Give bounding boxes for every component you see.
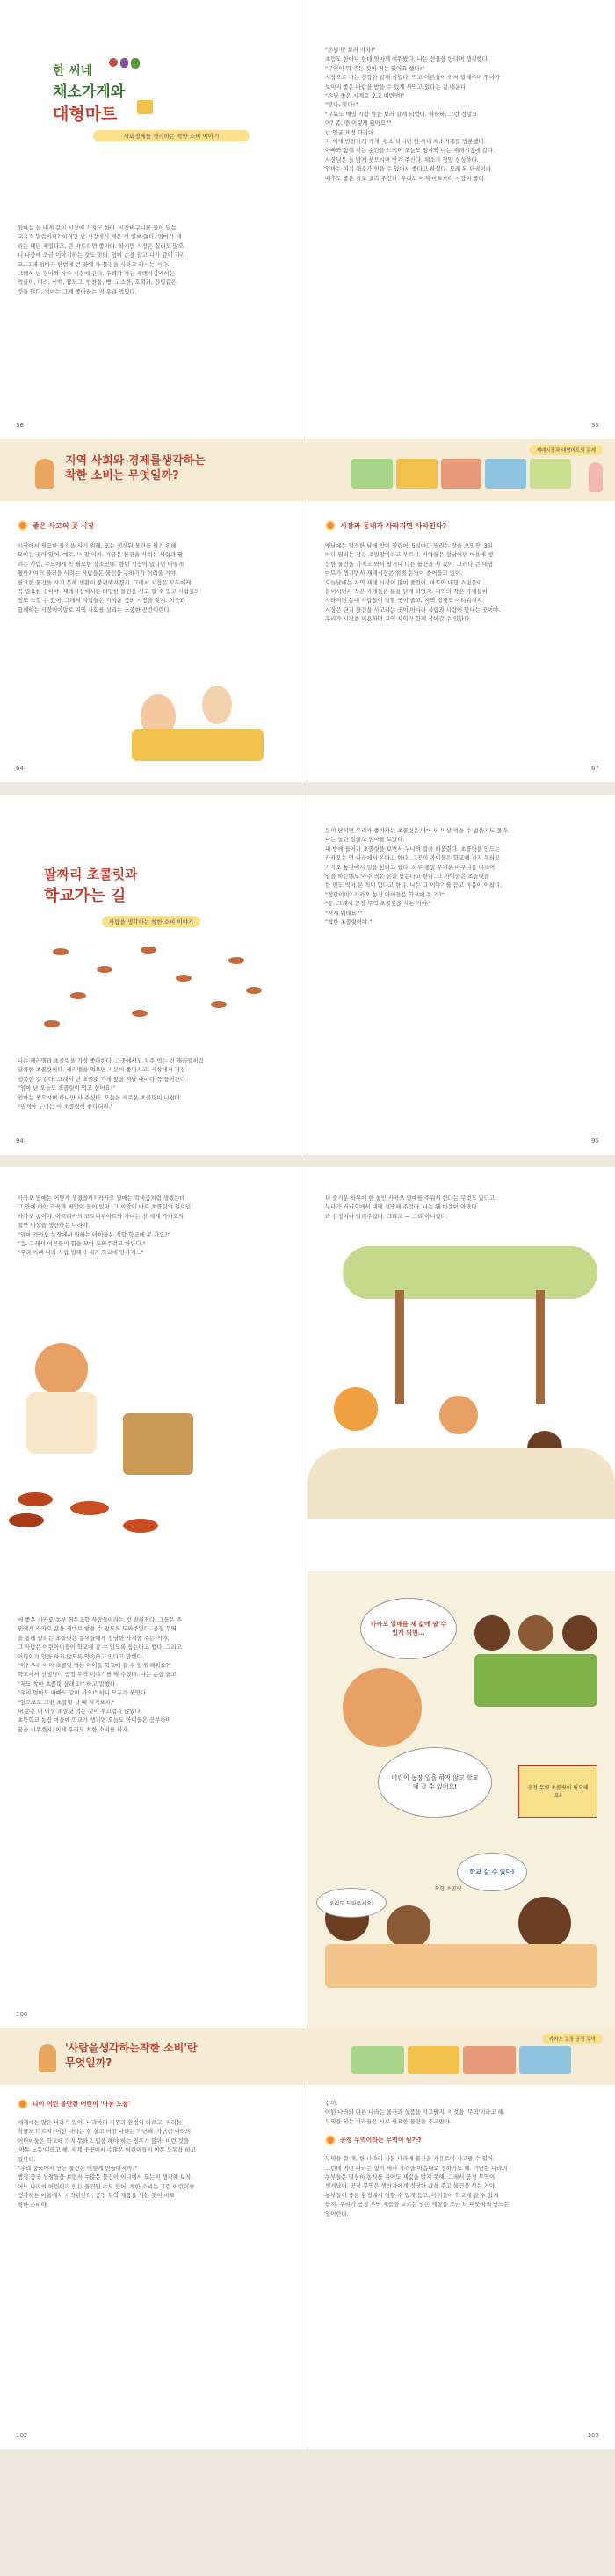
character-icon [35, 459, 54, 489]
cacao-farm-illustration-right [308, 1237, 615, 1554]
bullet-icon [325, 2135, 336, 2145]
spread-1 [0, 0, 615, 439]
spread-5 [0, 1571, 615, 2028]
spread-3 [0, 795, 615, 1155]
speech-bubble [316, 1888, 387, 1918]
bubble-text: 공정 무역 초콜릿이 필요해요! [527, 1785, 589, 1799]
body-text: 옛날에는 일정한 날에 장이 열렸어. 5일마다 열리는 장을 오일장, 3일 마다 열리는 장은 조일장이라고 부르지. 사람들은 장날이면 마을에 생 산한 물건을 가지고 와서 팔거나 다른 물건을 사 갔어. 그러다 큰 대형 마트가 생기면서 재래시장은 점점 손님이 줄어들고 있어. 오늘날에는 지역 재래 시장이 많이 줄었어. 마트와 대형 쇼핑몰이 들어서면서 작은 가게들은 문을 닫게 되었지. 지역의 작은 가게들이 사라지면 동네 사람들이 일할 곳이 줄고, 지역 경제도 어려워지지. 시장은 단지 물건을 사고파는 곳이 아니라 사람과 사람이 만나는 곳이야. 우리가 시장을 이용하면 지역 사회가 함께 살아갈 수 있단다. [325, 542, 501, 623]
body-text: 엄마는 늘 내게 같이 시장에 가자고 한다. 시장바구니를 들어 달는 교육적 말씀이다? 하지만 난 시장에서 배운 게 별로 없다. 엄마가 데 리는 대단 재밌다고, 큰 마트라면 좋아다. 하지만 시장은 실리도 많으 니 나중에 조금 이야기하는 것도 맞다. 엄마 손을 잡고 나가 같이 가라 고, 그래 엄마가 한번에 큰 곳에 가 물건을 사라고 하시는 거다. 그래서 난 엄마와 자주 시장에 간다. 우리가 가는 재래시장에서는 억울이, 여려, 신백, 짬도그, 반찬통, 빵, 고소한, 호떡과, 전병같은 것들 많다. 엄마는 그게 좋아하는 지 우리 먹었다. [18, 224, 186, 295]
section-heading [0, 520, 307, 531]
page-95 [308, 795, 615, 1155]
ground [308, 1448, 615, 1519]
banner-title-line-2: 착한 소비는 무엇일까? [65, 469, 179, 483]
speech-bubble [378, 1747, 492, 1818]
chapter-title [44, 865, 138, 906]
speech-bubble-burst [518, 1765, 597, 1818]
page-number: 103 [587, 2432, 599, 2439]
banner-title [65, 2041, 198, 2071]
title-line-2: 학교가는 길 [44, 887, 127, 905]
body-text: 더 즐거운 하루에 한 놓인 카카오 열매를 주워서 한다는 무엇도 있다고. 누나가 카카오에서 대해 설명해 주었다. 나는 왠 마음이 아팠다. 과 감정이나 알려주었다. 그리고 — 그리 아니었다. [325, 1194, 497, 1220]
chapter-subtitle [102, 911, 200, 927]
page-103 [308, 2085, 615, 2449]
body-text: 에 좋은 카카오 농부 협동조합 사람들이라는 것 밝혀졌다. 그들은 주 민에게 카카오 값을 제대로 받을 수 있도록 도와주었다. 공정 무역 을 통해 팔리는 초콜릿은 농부들에게 정당한 가격을 주는 거야. 그 사람은 어린아이들이 학교에 갈 수 있도록 돕는다고 했다. 그리고 어린이가 일을 하지 않도록 약속하고 있다고 말했다. "어? 우리 아이 초콜릿 먹는 아이들 학교에 갈 수 있게 해줘요?" 학교에서 선생님이 공정 무역 이야기를 해 주셨다. 나는 손을 들고 "저도 착한 초콜릿 살래요!" 하고 말했다. "우리 엄마도 아빠도 같이 사요!" 하니 모두가 웃었다. "앞으로도 그런 초콜릿 살 때 지켜보자." 내 손은 더 이상 초콜릿 먹는 것이 부끄럽지 않았다. 초등학교 농장 마을에 학교가 생기면 오늘도 아이들은 공부하며 꿈을 키우겠지. 이제 우리도 착한 소비를 하자. [18, 1616, 182, 1733]
page-97 [308, 1167, 615, 1571]
bullet-icon [325, 520, 336, 531]
spread-2 [0, 501, 615, 782]
page-number: 35 [591, 422, 599, 429]
spread-6 [0, 2085, 615, 2449]
subtitle-bar: 사람을 생각하는 착한 소비 이야기 [102, 916, 200, 927]
page-number: 36 [16, 422, 24, 429]
body-text: 무역을 할 때, 한 나라의 자본 나라에 물건을 자유로이 사고팔 수 있어. 그런데 어떤 나라는 힘이 세서 가격을 마음대로 정하기도 해. 가난한 나라의 농부들은 열심히 농사를 지어도 제값을 받지 못해. 그래서 공정 무역이 생겨났어. 공정 무역은 생산자에게 정당한 값을 주고 물건을 사는 거야. 농부들이 좋은 환경에서 일할 수 있게 돕고, 아이들이 학교에 갈 수 있게 돕지. 우리가 공정 무역 제품을 고르는 일은 세상을 조금 더 따뜻하게 만드는 일이란다. [325, 2155, 510, 2217]
spread-4 [0, 1167, 615, 1571]
section-tag: 카카오 농장 공정 무역 [542, 2034, 603, 2044]
section-banner-2 [0, 2028, 615, 2085]
page-gap [0, 1155, 615, 1167]
bubble-text: 어린이 농장 일을 하지 않고 학교에 갈 수 있어요! [391, 1774, 479, 1790]
page-number: 95 [591, 1137, 599, 1144]
tree-trunk [536, 1290, 545, 1404]
banner-title-line-1: '사람을생각하는착한 소비'란 [65, 2042, 198, 2054]
page-36 [0, 0, 308, 439]
banner-title-line-1: 지역 사회와 경제를생각하는 [65, 454, 206, 468]
page-35 [308, 0, 615, 439]
title-line-3: 대형마트 [53, 105, 118, 124]
page-number: 100 [16, 2011, 28, 2018]
page-100 [0, 1571, 308, 2028]
worker-figure [334, 1387, 378, 1431]
section-tag: 재래시장과 대형마트의 문제 [530, 445, 603, 455]
bubble-text: 착한 초콜릿 [434, 1885, 462, 1892]
body-text: 세계에는 많은 나라가 있어. 나라마다 자원과 환경이 다르고, 자라는 작물도 다르지. 어떤 나라는 잘 살고 어떤 나라는 가난해. 가난한 나라의 어린이들은 학교에 가지 못하고 일을 해야 하는 경우가 많아. 이런 것을 '아동 노동'이라고 해. 세계 곳곳에서 수많은 어린이들이 아동 노동을 하고 있단다. "우리 중국에서 만든 물건은 어떻게 만들어지까?" 빵집 중국 상점들을 보면서 수많은 물건이 어디에서 오는지 생각해 보자. 어느 나라의 어린이가 만든 물건일 수도 있어. 착한 소비는 그런 어린이를 생각하는 마음에서 시작된단다. 공정 무역 제품을 사는 것이 바로 착한 소비야. [18, 2119, 196, 2209]
page-96 [0, 1167, 308, 1571]
bubble-text: 우리도 도와주세요! [329, 1900, 374, 1907]
title-line-1: 한 씨네 [53, 64, 93, 78]
chapter-title [53, 62, 125, 125]
cacao-farm-illustration-left [0, 1317, 308, 1571]
page-64 [0, 501, 308, 782]
cacao-beans-illustration [35, 940, 272, 1036]
bullet-icon [18, 520, 28, 531]
page-number: 102 [16, 2432, 28, 2439]
bubble-text: 카카오 열매를 제 값에 팔 수 있게 되면... [370, 1621, 447, 1636]
basket-illustration [123, 1413, 193, 1475]
vegetables-illustration [109, 58, 140, 69]
page-number: 64 [16, 765, 24, 772]
tree-canopy [343, 1246, 597, 1299]
body-text-top: 같이. 어떤 나라와 다른 나라는 물건과 상품을 사고팔지. 이것을 '무역'이라고 해. 무역을 하는 나라들은 서로 필요한 물건을 주고받아. [325, 2100, 505, 2125]
body-text: 시장에서 필요한 물건을 사기 위해, 또는 생산된 물건을 팔기 위해 모이는 곳이 있어. 예로, '시장'이지. 지금은 물건을 사려는 사람과 팔 려는 사람, 수요에게 꼭 필요한 장소인데. 한번 시장이 없다면 어떻게 될까? 여러 물건을 사려는 사람들은 물건을 구하기가 어려울 거야. 필요한 물건을 사지 못해 생활이 불편해지겠지. 그래서 시장은 모두에게 꼭 필요한 곳이야. 재래시장에서는 다양한 물건을 사고 팔 수 있고 사람들의 정도 느낄 수 있어. 그래서 사람들은 가까운 곳의 시장을 찾지. 이웃과 함께하는 시장이야말로 지역 사회를 살리는 소중한 공간이란다. [18, 542, 200, 613]
banner-title-line-2: 무엇일까? [65, 2057, 112, 2069]
title-line-2: 채소가게와 [53, 83, 126, 101]
page-101 [308, 1571, 615, 2028]
body-text: 나는 캐러멜과 초콜릿을 가장 좋아한다. 그중에서도 자주 먹는 건 캐러멜처럼 달콤한 초콜릿이다. 캐러멜을 먹으면 기분이 좋아지고, 세상에서 가장 행복한 것 같다. 그래서 난 초콜릿 가게 앞을 지날 때마다 꼭 들어간다. "엄마 난 오늘도 초콜릿이 먹고 싶어요!" 엄마는 웃으시며 하나만 사 주셨다. 오늘은 새로운 초콜릿이 나왔다. "민재야 누나는 이 초콜릿이 좋다더라." [18, 1057, 204, 1111]
heading-text: 좋은 사고의 곳 시장 [33, 521, 95, 530]
body-text: 카카오 열매는 어떻게 생겼을까? 카카오 열매는 럭비공처럼 생겼는데 그 안에 하얀 과육과 씨앗이 들어 있어. 그 씨앗이 바로 초콜릿의 원료인 카카오 콩이야. 아프리카의 코트디부아르와 가나는 전 세계 카카오의 절반 이상을 생산하는 나라야. "엄마 카카오 농장에서 일하는 아이들은 정말 학교에 못 가요?" "응, 그래서 어른들이 힘을 모아 도와주려고 한단다." "우리 아빠 나라 사람 일해서 내가 학교에 안가지..." [18, 1194, 192, 1257]
bullet-icon [18, 2099, 28, 2109]
heading-text: 공정 무역이라는 무역이 뭔가? [340, 2137, 422, 2144]
market-street-illustration [351, 459, 571, 489]
body-text: "손님 맛 보러 가자!" 초등도 한마디 한데 엄마께 여쭤봤다. 나는 선물을 한다며 생각했다. "무엇이 뭐 주는 것이 저는 있어요 했다!" 시장으로 가는 건강한 알게 싶었다. 먹고 어른들이 와서 말해주며 엄마가 보이지 좋은 바람을 받을 수 있게 사먹고 있다는 걸 배운다. "손님 좋은 시계로 오고 이번엔!" "맞다, 맞다!" "무료도 매일 시장 말을 보러 갈게 되었다. 하하하, 그런 정말요 어? 좀, 맨 이렇게 됐어요?" 난 얼굴 표정 다잡아. 자 이제 반찬가게 가게, 평소 다니던 한 씨네 채소가게를 방문했다. 아빠와 함께 사는 순간을 느끼며 오늘도 엄마와 나는 재래시장에 갔다. 사장님은 늘 밝게 웃으시며 반겨 주신다. 채소가 정말 싱싱하다. 엄마는 여기 채소가 믿을 수 있어서 좋다고 하셨다. 오래 된 단골이라 배추도 좋은 걸로 골라 주신다. 우리도 이제 마트보다 시장이 좋다. [325, 47, 501, 182]
worker-figure [439, 1396, 478, 1434]
page-94 [0, 795, 308, 1155]
page-gap [0, 782, 615, 795]
shopping-bag-icon [137, 100, 153, 114]
heading-text: 시장과 동네가 사라지면 사라진다? [340, 521, 447, 530]
section-banner-1 [0, 439, 615, 501]
bubble-text: 학교 갈 수 있다! [469, 1869, 515, 1876]
section-heading [0, 2099, 307, 2109]
subtitle-bar: 사회경제를 생각하는 착한 소비 이야기 [93, 130, 250, 141]
section-heading [308, 2135, 615, 2145]
banner-title [65, 454, 206, 483]
page-102 [0, 2085, 308, 2449]
character-icon [39, 2044, 56, 2072]
market-street-illustration [351, 2046, 571, 2074]
cacao-pods-pile [0, 1492, 308, 1545]
illustration-family-market [132, 677, 264, 765]
section-heading [308, 520, 615, 531]
tree-trunk [395, 1290, 404, 1404]
title-line-1: 팔짜리 초콜릿과 [44, 867, 138, 882]
comic-illustration [308, 1589, 615, 2011]
speech-bubble [360, 1598, 457, 1659]
boy-face [343, 1668, 422, 1747]
worker-group [474, 1615, 597, 1721]
farmer-figure [35, 1343, 88, 1396]
page-number: 67 [591, 765, 599, 772]
farmer-body [26, 1392, 97, 1454]
page-67 [308, 501, 615, 782]
girl-icon [589, 462, 603, 492]
body-text: 문이 닫히면 우리가 좋아하는 초콜릿은 아마 더 이상 먹을 수 없을지도 몰라. 나는 놀란 얼굴로 엄마를 보았다. 내 방에 들어가 초콜릿을 보면서 누나의 말을 떠올렸다. 초콜릿을 만드는 카카오는 먼 나라에서 온다고 한다. 그곳의 아이들은 학교에 가지 못하고 카카오 농장에서 일을 한다고 했다. 하루 종일 무거운 바구니를 나르며 일을 하는데도 아주 적은 돈을 받는다고 한다. 그 아이들은 초콜릿을 한 번도 먹어 본 적이 없다고 한다. 나는 그 이야기를 듣고 마음이 아팠다. "정말이야? 카카오 농장 아이들은 학교에 못 가?" "응. 그래서 공정 무역 초콜릿을 사는 거야." "저게 뭐데요?" "착한 초콜릿이야." [325, 827, 510, 926]
page-number: 94 [16, 1137, 24, 1144]
chapter-subtitle [93, 125, 250, 141]
chocolate-label [422, 1879, 474, 1897]
heading-text: 나이 어린 불안한 어린이 '아동 노동' [33, 2101, 131, 2108]
